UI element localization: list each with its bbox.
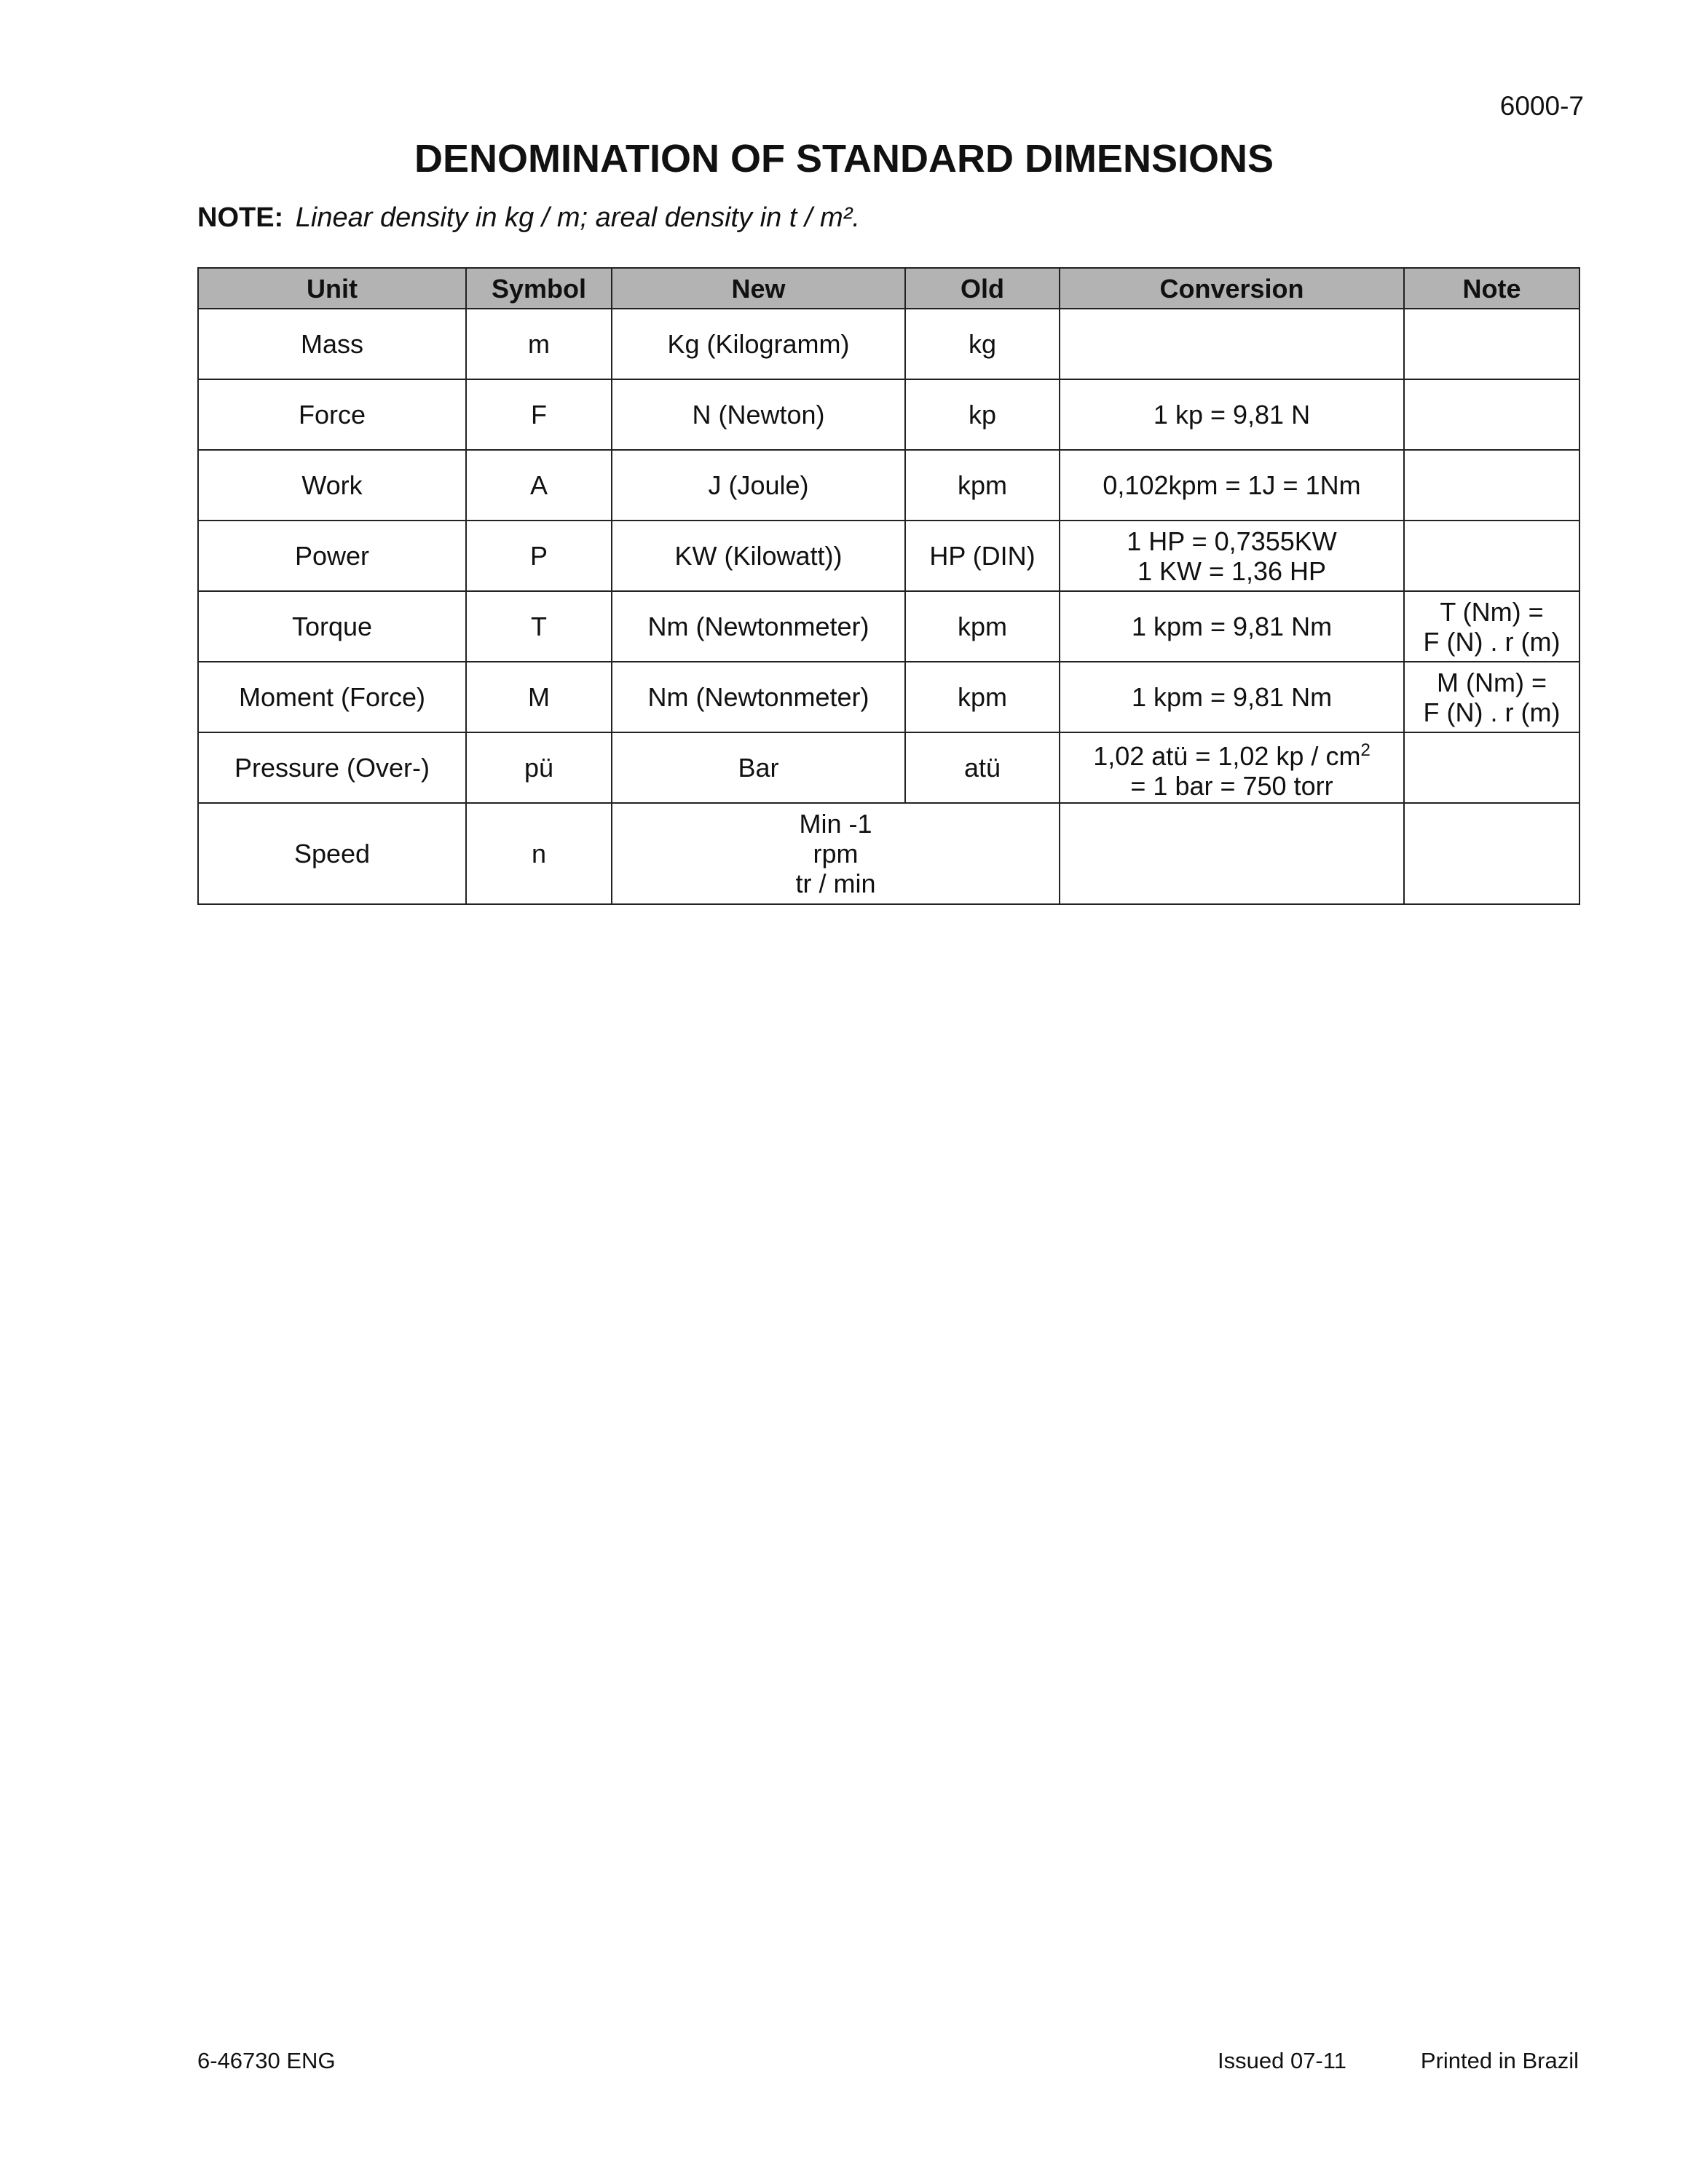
cell-note <box>1404 521 1579 591</box>
cell-unit: Power <box>198 521 466 591</box>
cell-note <box>1404 662 1579 732</box>
note <box>197 201 860 234</box>
cell-new: Kg (Kilogramm) <box>612 309 905 379</box>
cell-note <box>1404 379 1579 450</box>
conversion-line: 1 kp = 9,81 N <box>1153 400 1311 430</box>
speed-unit-line: tr / min <box>795 869 876 898</box>
cell-symbol: T <box>466 591 612 662</box>
conversion-line: = 1 bar = 750 torr <box>1130 770 1333 801</box>
cell-old: kp <box>905 379 1060 450</box>
cell-unit: Speed <box>198 803 466 904</box>
header-conversion: Conversion <box>1060 268 1404 309</box>
cell-note <box>1404 732 1579 803</box>
cell-new: Bar <box>612 732 905 803</box>
cell-symbol: A <box>466 450 612 521</box>
speed-unit-line: Min -1 <box>799 809 872 839</box>
cell-new: J (Joule) <box>612 450 905 521</box>
footer-printed: Printed in Brazil <box>1420 2048 1579 2073</box>
page-number: 6000-7 <box>1499 91 1584 121</box>
table-row <box>198 591 1579 662</box>
cell-note <box>1404 309 1579 379</box>
cell-new: Nm (Newtonmeter) <box>612 662 905 732</box>
page-title: DENOMINATION OF STANDARD DIMENSIONS <box>414 137 1274 181</box>
cell-symbol: m <box>466 309 612 379</box>
header-unit: Unit <box>198 268 466 309</box>
table-row <box>198 379 1579 450</box>
note-line: M (Nm) = <box>1437 667 1547 697</box>
note-line: T (Nm) = <box>1440 596 1544 627</box>
cell-new: Nm (Newtonmeter) <box>612 591 905 662</box>
cell-symbol: M <box>466 662 612 732</box>
cell-old: HP (DIN) <box>905 521 1060 591</box>
note-line: F (N) . r (m) <box>1423 626 1561 657</box>
cell-unit: Moment (Force) <box>198 662 466 732</box>
conversion-line: 1 KW = 1,36 HP <box>1137 555 1327 586</box>
cell-symbol: P <box>466 521 612 591</box>
conversion-line: 1 HP = 0,7355KW <box>1127 526 1337 556</box>
header-new: New <box>612 268 905 309</box>
table-row <box>198 309 1579 379</box>
header-symbol: Symbol <box>466 268 612 309</box>
cell-old: kpm <box>905 450 1060 521</box>
cell-unit: Pressure (Over-) <box>198 732 466 803</box>
cell-unit: Mass <box>198 309 466 379</box>
cell-new: N (Newton) <box>612 379 905 450</box>
note-label: NOTE: <box>197 202 284 233</box>
cell-conversion <box>1060 450 1404 521</box>
cell-conversion <box>1060 309 1404 379</box>
cell-old: kg <box>905 309 1060 379</box>
conversion-superscript: 2 <box>1360 740 1370 760</box>
cell-conversion <box>1060 379 1404 450</box>
cell-new-merged <box>612 803 1060 904</box>
cell-symbol: pü <box>466 732 612 803</box>
conversion-line-text: 1,02 atü = 1,02 kp / cm <box>1093 740 1361 771</box>
header-old: Old <box>905 268 1060 309</box>
cell-old: kpm <box>905 591 1060 662</box>
conversion-line: 0,102kpm = 1J = 1Nm <box>1103 470 1361 500</box>
footer-doc-code: 6-46730 ENG <box>197 2048 336 2073</box>
standard-dimensions-table <box>197 267 1580 905</box>
cell-old: atü <box>905 732 1060 803</box>
cell-new: KW (Kilowatt)) <box>612 521 905 591</box>
header-note: Note <box>1404 268 1579 309</box>
cell-unit: Force <box>198 379 466 450</box>
table-row <box>198 450 1579 521</box>
table-row-speed <box>198 803 1579 904</box>
cell-conversion <box>1060 803 1404 904</box>
cell-conversion <box>1060 521 1404 591</box>
conversion-line <box>1066 735 1397 771</box>
cell-unit: Work <box>198 450 466 521</box>
cell-note <box>1404 450 1579 521</box>
footer-issued: Issued 07-11 <box>1218 2048 1346 2073</box>
cell-note <box>1404 803 1579 904</box>
table-header-row <box>198 268 1579 309</box>
cell-symbol: F <box>466 379 612 450</box>
table-row <box>198 521 1579 591</box>
cell-symbol: n <box>466 803 612 904</box>
conversion-line: 1 kpm = 9,81 Nm <box>1131 682 1333 712</box>
speed-unit-line: rpm <box>813 839 859 869</box>
table-row <box>198 732 1579 803</box>
cell-old: kpm <box>905 662 1060 732</box>
cell-conversion <box>1060 732 1404 803</box>
cell-unit: Torque <box>198 591 466 662</box>
conversion-line: 1 kpm = 9,81 Nm <box>1131 612 1333 641</box>
table-row <box>198 662 1579 732</box>
cell-note <box>1404 591 1579 662</box>
cell-conversion <box>1060 591 1404 662</box>
note-text: Linear density in kg / m; areal density in t / m². <box>295 202 860 233</box>
note-line: F (N) . r (m) <box>1423 697 1561 727</box>
cell-conversion <box>1060 662 1404 732</box>
